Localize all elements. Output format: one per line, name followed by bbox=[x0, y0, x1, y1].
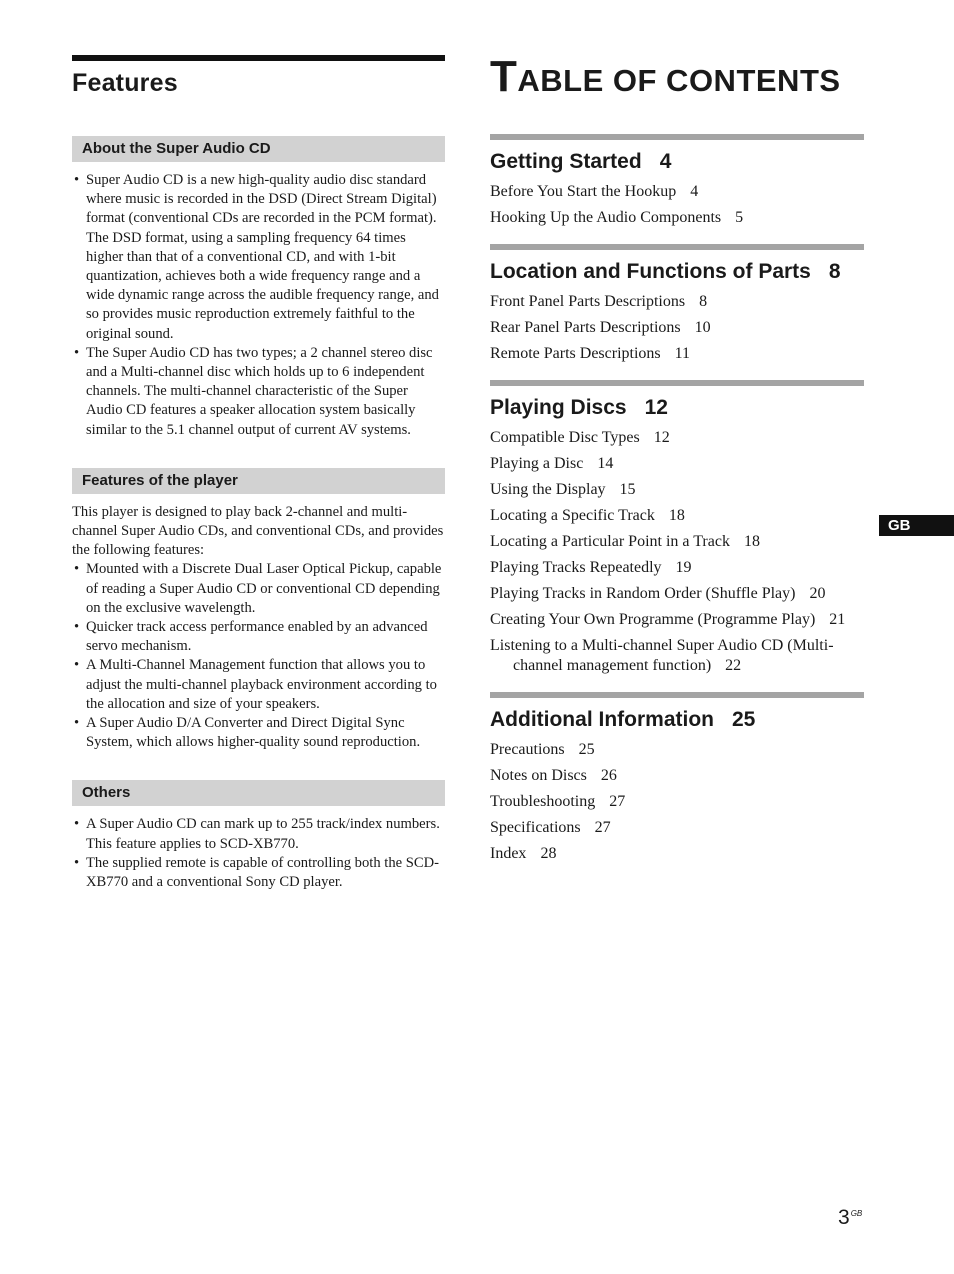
toc-entry-page: 18 bbox=[743, 533, 760, 550]
toc-entry[interactable] bbox=[490, 766, 864, 786]
toc-entry[interactable] bbox=[490, 610, 864, 630]
toc-entry-text: Compatible Disc Types bbox=[490, 429, 640, 446]
toc-entry-text: Rear Panel Parts Descriptions bbox=[490, 319, 681, 336]
toc-entries bbox=[490, 740, 864, 864]
section-heading-features-of-player: Features of the player bbox=[72, 468, 445, 494]
list-item: • Quicker track access performance enabled by an advanced servo mechanism. bbox=[72, 618, 445, 656]
toc-entry[interactable] bbox=[490, 740, 864, 760]
toc-entry-page: 14 bbox=[597, 455, 614, 472]
toc-entry-page: 22 bbox=[725, 657, 742, 674]
toc-entry-page: 12 bbox=[653, 429, 670, 446]
toc-entry-text: Notes on Discs bbox=[490, 767, 587, 784]
toc-entry-text: Front Panel Parts Descriptions bbox=[490, 293, 686, 310]
toc-entry-text: Index bbox=[490, 845, 527, 862]
toc-entry[interactable] bbox=[490, 318, 864, 338]
toc-entry-text: Using the Display bbox=[490, 481, 606, 498]
toc-entry-page: 19 bbox=[675, 559, 692, 576]
toc-entry-page: 25 bbox=[578, 741, 595, 758]
section-heading-about-super-audio-cd: About the Super Audio CD bbox=[72, 136, 445, 162]
toc-entry-text: Creating Your Own Programme (Programme Play) bbox=[490, 611, 816, 628]
list-item: • A Multi-Channel Management function that allows you to adjust the multi-channel playback environment according to the allocation and size of your speakers. bbox=[72, 656, 445, 714]
toc-entries bbox=[490, 182, 864, 228]
toc-section-getting-started bbox=[490, 134, 864, 228]
toc-entry-page: 4 bbox=[690, 183, 699, 200]
page-number-value: 3 bbox=[838, 1206, 850, 1229]
toc-entry-page: 27 bbox=[609, 793, 626, 810]
toc-entry-text: Locating a Particular Point in a Track bbox=[490, 533, 730, 550]
toc-entry-page: 26 bbox=[600, 767, 617, 784]
list-item: • Super Audio CD is a new high-quality audio disc standard where music is recorded in the DSD (Direct Stream Digital) format (conventional CDs are recorded in the PCM format). The DSD format, using a sampling frequency 64 times higher than that of a conventional CD, and with 1-bit quantization, achieves both a wide frequency range and a wide dynamic range across the audible frequency range, and so provides music reproduction extremely faithful to the original sound. bbox=[72, 171, 445, 344]
toc-title bbox=[490, 52, 864, 101]
toc-section-playing-discs bbox=[490, 380, 864, 676]
features-of-player-intro: This player is designed to play back 2-channel and multi-channel Super Audio CDs, and conventional CDs, and provides the following features: bbox=[72, 503, 444, 559]
toc-section-title-text: Additional Information bbox=[490, 708, 714, 731]
toc-section-rule bbox=[490, 380, 864, 386]
others-list bbox=[72, 815, 445, 892]
toc-entry-text: Precautions bbox=[490, 741, 565, 758]
toc-section-page: 12 bbox=[644, 396, 668, 419]
features-title: Features bbox=[72, 69, 178, 97]
toc-entry[interactable] bbox=[490, 208, 864, 228]
features-column bbox=[72, 55, 445, 892]
toc-entry[interactable] bbox=[490, 428, 864, 448]
about-super-audio-cd-list bbox=[72, 171, 445, 440]
toc-section-additional-information bbox=[490, 692, 864, 864]
toc-entries bbox=[490, 292, 864, 364]
list-item: • A Super Audio CD can mark up to 255 track/index numbers. This feature applies to SCD-XB770. bbox=[72, 815, 445, 853]
toc-section-rule bbox=[490, 244, 864, 250]
toc-entry-page: 20 bbox=[809, 585, 826, 602]
toc-entry-text: Remote Parts Descriptions bbox=[490, 345, 661, 362]
toc-section-page: 8 bbox=[828, 260, 841, 283]
features-of-player-list bbox=[72, 560, 445, 752]
toc-entry-page: 21 bbox=[829, 611, 846, 628]
toc-entry-page: 27 bbox=[594, 819, 611, 836]
toc-entry-text: Locating a Specific Track bbox=[490, 507, 655, 524]
toc-entry-text: Playing Tracks in Random Order (Shuffle Play) bbox=[490, 585, 796, 602]
toc-entry-text: Listening to a Multi-channel Super Audio CD (Multi-channel management function) bbox=[490, 637, 834, 674]
toc-entry-text: Playing a Disc bbox=[490, 455, 584, 472]
toc-entry[interactable] bbox=[490, 532, 864, 552]
toc-section-rule bbox=[490, 692, 864, 698]
table-of-contents bbox=[490, 52, 864, 870]
toc-entry[interactable] bbox=[490, 818, 864, 838]
toc-entry-text: Playing Tracks Repeatedly bbox=[490, 559, 662, 576]
toc-entry[interactable] bbox=[490, 844, 864, 864]
toc-section-page: 4 bbox=[659, 150, 672, 173]
toc-entry[interactable] bbox=[490, 454, 864, 474]
toc-section-title[interactable] bbox=[490, 394, 864, 422]
toc-section-title[interactable] bbox=[490, 148, 864, 176]
toc-entry-text: Before You Start the Hookup bbox=[490, 183, 677, 200]
toc-entry-page: 18 bbox=[668, 507, 685, 524]
toc-entry-page: 15 bbox=[619, 481, 636, 498]
toc-section-title[interactable] bbox=[490, 706, 864, 734]
list-item: • A Super Audio D/A Converter and Direct Digital Sync System, which allows higher-quality sound reproduction. bbox=[72, 714, 445, 752]
toc-entry[interactable] bbox=[490, 344, 864, 364]
toc-title-rest: ABLE OF CONTENTS bbox=[517, 63, 841, 98]
toc-section-location-and-functions bbox=[490, 244, 864, 364]
toc-section-page: 25 bbox=[731, 708, 756, 731]
toc-entry-page: 5 bbox=[735, 209, 744, 226]
features-top-rule bbox=[72, 55, 445, 61]
toc-entry[interactable] bbox=[490, 480, 864, 500]
toc-entry[interactable] bbox=[490, 792, 864, 812]
toc-entry[interactable] bbox=[490, 506, 864, 526]
toc-entry[interactable] bbox=[490, 182, 864, 202]
toc-section-rule bbox=[490, 134, 864, 140]
page-number-suffix: GB bbox=[850, 1209, 863, 1218]
toc-title-initial: T bbox=[490, 52, 518, 101]
toc-section-title-text: Playing Discs bbox=[490, 396, 627, 419]
toc-entry[interactable] bbox=[490, 636, 864, 676]
toc-entries bbox=[490, 428, 864, 676]
toc-entry-page: 28 bbox=[540, 845, 557, 862]
toc-entry-text: Hooking Up the Audio Components bbox=[490, 209, 722, 226]
section-heading-others: Others bbox=[72, 780, 445, 806]
toc-entry-text: Specifications bbox=[490, 819, 581, 836]
list-item: • The supplied remote is capable of controlling both the SCD-XB770 and a conventional Sony CD player. bbox=[72, 854, 445, 892]
toc-entry-page: 8 bbox=[699, 293, 708, 310]
toc-section-title-text: Getting Started bbox=[490, 150, 642, 173]
toc-entry-page: 10 bbox=[694, 319, 711, 336]
language-tab: GB bbox=[879, 515, 954, 536]
toc-entry-page: 11 bbox=[674, 345, 691, 362]
list-item: • The Super Audio CD has two types; a 2 channel stereo disc and a Multi-channel disc which holds up to 6 independent channels. The multi-channel characteristic of the Super Audio CD features a speaker allocation system basically similar to the 5.1 channel output of current AV systems. bbox=[72, 344, 445, 440]
toc-entry[interactable] bbox=[490, 558, 864, 578]
page-number bbox=[838, 1206, 862, 1230]
toc-entry[interactable] bbox=[490, 292, 864, 312]
toc-entry-text: Troubleshooting bbox=[490, 793, 596, 810]
toc-section-title[interactable] bbox=[490, 258, 864, 286]
toc-section-title-text: Location and Functions of Parts bbox=[490, 260, 811, 283]
toc-entry[interactable] bbox=[490, 584, 864, 604]
list-item: • Mounted with a Discrete Dual Laser Optical Pickup, capable of reading a Super Audio CD or conventional CD depending on the exclusive wavelength. bbox=[72, 560, 445, 618]
